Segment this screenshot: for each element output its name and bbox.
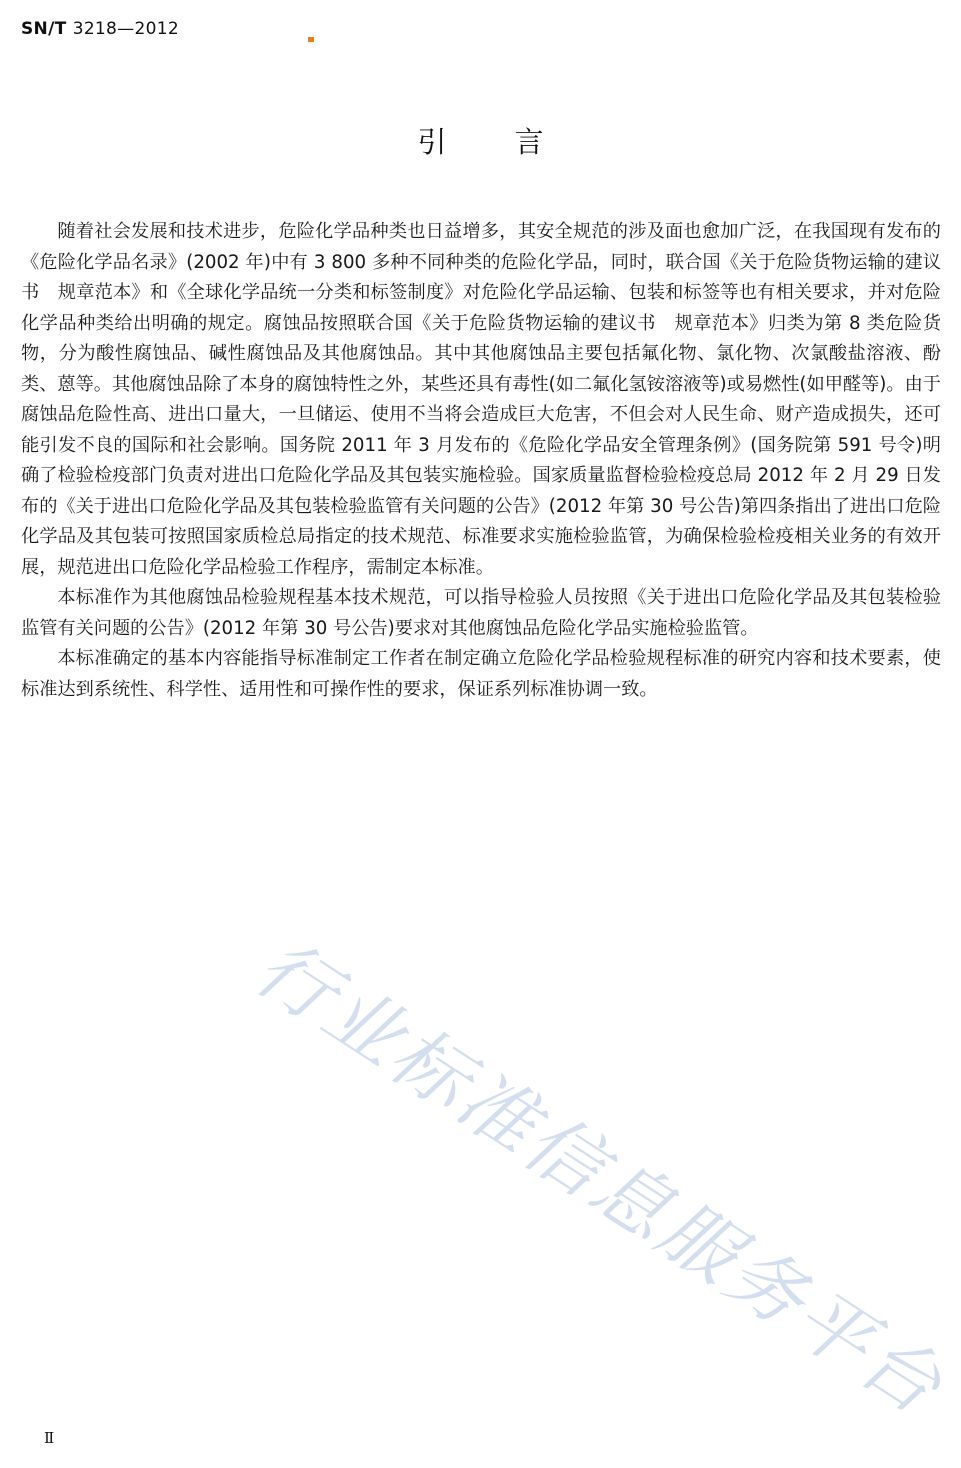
paragraph-1: 随着社会发展和技术进步，危险化学品种类也日益增多，其安全规范的涉及面也愈加广泛，在我国现有发布的《危险化学品名录》(2002 年)中有 3 800 多种不同种类的危险化学品，同时，联合国《关于危险货物运输的建议书 规章范本》和《全球化学品统一分类和标签制度》对危险化学品运输、包装和标签等也有相关要求，并对危险化学品种类给出明确的规定。腐蚀品按照联合国《关于危险货物运输的建议书 规章范本》归类为第 8 类危险货物，分为酸性腐蚀品、碱性腐蚀品及其他腐蚀品。其中其他腐蚀品主要包括氟化物、氯化物、次氯酸盐溶液、酚类、蒽等。其他腐蚀品除了本身的腐蚀特性之外，某些还具有毒性(如二氟化氢铵溶液等)或易燃性(如甲醛等)。由于腐蚀品危险性高、进出口量大，一旦储运、使用不当将会造成巨大危害，不但会对人民生命、财产造成损失，还可能引发不良的国际和社会影响。国务院 2011 年 3 月发布的《危险化学品安全管理条例》(国务院第 591 号令)明确了检验检疫部门负责对进出口危险化学品及其包装实施检验。国家质量监督检验检疫总局 2012 年 2 月 29 日发布的《关于进出口危险化学品及其包装检验监管有关问题的公告》(2012 年第 30 号公告)第四条指出了进出口危险化学品及其包装可按照国家质检总局指定的技术规范、标准要求实施检验监管，为确保检验检疫相关业务的有效开展，规范进出口危险化学品检验工作程序，需制定本标准。 [21,221,941,578]
watermark: 行业标准信息服务平台 [240,922,960,1433]
paragraph-3: 本标准确定的基本内容能指导标准制定工作者在制定确立危险化学品检验规程标准的研究内容和技术要素，使标准达到系统性、科学性、适用性和可操作性的要求，保证系列标准协调一致。 [21,648,941,700]
page-number: Ⅱ [44,1429,55,1447]
paragraph-2: 本标准作为其他腐蚀品检验规程基本技术规范，可以指导检验人员按照《关于进出口危险化学品及其包装检验监管有关问题的公告》(2012 年第 30 号公告)要求对其他腐蚀品危险化学品实施检验监管。 [21,587,941,639]
standard-prefix: SN/T [21,19,67,39]
orange-mark [308,37,314,42]
introduction-body [21,217,941,705]
standard-number: 3218—2012 [72,19,179,39]
page-title: 引言 [417,125,612,159]
standard-code [21,19,179,39]
